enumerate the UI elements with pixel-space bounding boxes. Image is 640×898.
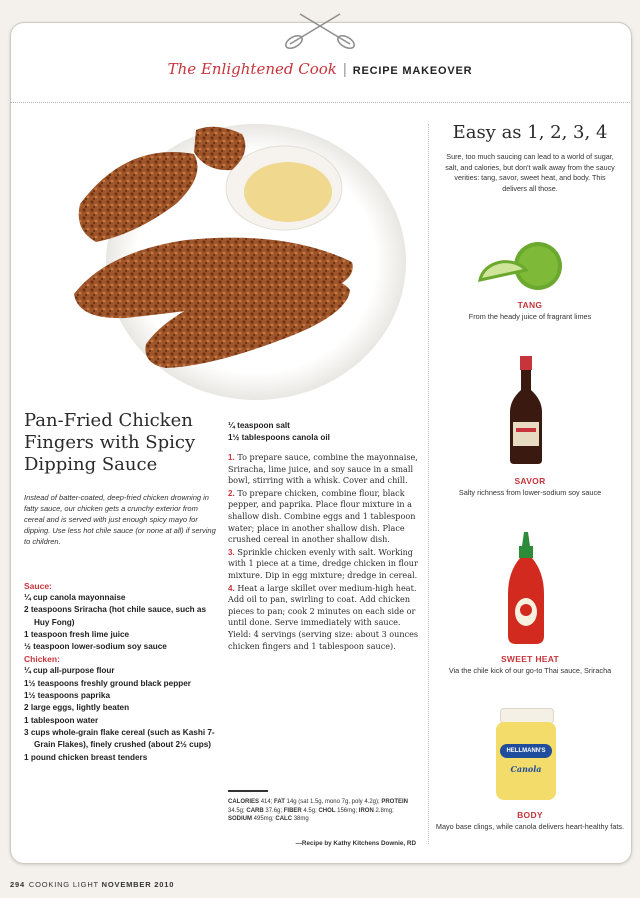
sidebar-intro: Sure, too much saucing can lead to a world of sugar, salt, and calories, but don't walk away from the saucy verities: tang, savor, sweet heat, and body. This delivers all those. bbox=[445, 152, 615, 193]
page-number: 294 bbox=[10, 880, 25, 889]
nutri-value: 38mg bbox=[293, 816, 309, 823]
header-separator: | bbox=[342, 61, 347, 78]
section-label: RECIPE MAKEOVER bbox=[352, 65, 473, 77]
step-number: 4. bbox=[228, 583, 235, 593]
ingredient: 2 teaspoons Sriracha (hot chile sauce, such as Huy Fong) bbox=[24, 605, 207, 627]
nutrition-rule bbox=[228, 790, 268, 792]
nutri-label: PROTEIN bbox=[381, 799, 409, 805]
jar-variant: Canola bbox=[510, 764, 542, 774]
nutri-label: CALC bbox=[275, 816, 293, 823]
item-desc: Via the chile kick of our go-to Thai sauce, Sriracha bbox=[448, 666, 612, 675]
header-divider bbox=[10, 102, 630, 103]
column-brand: The Enlightened Cook bbox=[167, 60, 337, 78]
page-header bbox=[0, 60, 640, 79]
recipe-steps bbox=[228, 452, 420, 653]
step bbox=[228, 583, 420, 653]
nutri-value: 495mg; bbox=[253, 816, 274, 823]
nutrition-facts bbox=[228, 798, 418, 824]
nutri-label: FAT bbox=[274, 799, 285, 805]
nutri-value: 34.5g; bbox=[228, 807, 245, 814]
item-label: TANG bbox=[517, 300, 543, 310]
step-text: Sprinkle chicken evenly with salt. Working with 1 piece at a time, dredge chicken in flour mixture. Dip in egg mixture; dredge in cereal. bbox=[228, 546, 418, 580]
step-text: To prepare sauce, combine the mayonnaise, Sriracha, lime juice, and soy sauce in a small bowl, stirring with a whisk. Cover and chill. bbox=[228, 452, 418, 486]
ingredient: ½ teaspoon lower-sodium soy sauce bbox=[24, 642, 167, 652]
nutri-value: 414; bbox=[260, 799, 273, 805]
chicken-fingers-photo bbox=[66, 112, 406, 402]
sriracha-bottle-icon bbox=[504, 532, 548, 644]
item-label: SAVOR bbox=[514, 476, 546, 486]
step-text: Heat a large skillet over medium-high heat. Add oil to pan, swirling to coat. Add chicken pieces to pan; cook 2 minutes on each side or until done. Serve immediately with sauce. Yield: 4 servings (serving size: about 3 ounces chicken fingers and 1 tablespoon sauce). bbox=[228, 582, 419, 651]
sidebar-item-tang bbox=[432, 300, 628, 323]
nutri-label: CALORIES bbox=[228, 799, 260, 805]
item-label: SWEET HEAT bbox=[500, 654, 560, 664]
step bbox=[228, 547, 420, 582]
jar-brand: HELLMANN'S bbox=[500, 744, 552, 758]
item-desc: Mayo base clings, while canola delivers heart-healthy fats. bbox=[435, 822, 625, 831]
whisk-icon bbox=[280, 6, 360, 50]
nutri-label: IRON bbox=[358, 807, 374, 814]
lime-icon bbox=[478, 240, 568, 294]
sauce-heading: Sauce: bbox=[24, 581, 52, 591]
issue-date: NOVEMBER 2010 bbox=[101, 880, 175, 889]
ingredient: 2 large eggs, lightly beaten bbox=[24, 703, 130, 713]
nutri-label: CARB bbox=[246, 807, 264, 814]
soy-sauce-bottle-icon bbox=[508, 356, 544, 464]
sidebar-item-savor bbox=[432, 476, 628, 499]
magazine-name: COOKING LIGHT bbox=[28, 880, 99, 889]
recipe-credit: —Recipe by Kathy Kitchens Downie, RD bbox=[295, 840, 416, 847]
step-text: To prepare chicken, combine flour, black pepper, and paprika. Place flour mixture in a shallow dish. Combine eggs and 1 tablespoon water; place in another shallow dish. Place crushed cereal in another shallow dish. bbox=[228, 487, 416, 545]
ingredient: ¼ teaspoon salt bbox=[228, 421, 290, 430]
ingredient: 3 cups whole-grain flake cereal (such as Kashi 7-Grain Flakes), finely crushed (about 2½ cups) bbox=[24, 727, 215, 750]
ingredient: 1½ teaspoons freshly ground black pepper bbox=[24, 678, 191, 688]
step bbox=[228, 488, 420, 546]
ingredients-list bbox=[24, 580, 222, 764]
step-number: 2. bbox=[228, 488, 235, 498]
nutri-label: CHOL bbox=[318, 807, 336, 814]
mayo-jar-icon bbox=[494, 708, 558, 800]
ingredient: ¼ cup canola mayonnaise bbox=[24, 593, 126, 602]
ingredient: 1½ teaspoons paprika bbox=[24, 691, 111, 701]
ingredient: 1 tablespoon water bbox=[24, 715, 99, 725]
page-footer bbox=[10, 880, 174, 889]
nutri-value: 14g (sat 1.5g, mono 7g, poly 4.2g); bbox=[286, 799, 380, 805]
item-label: BODY bbox=[517, 810, 543, 820]
nutri-value: 37.6g; bbox=[265, 807, 283, 814]
sidebar-item-sweet-heat bbox=[432, 654, 628, 677]
ingredient: 1 pound chicken breast tenders bbox=[24, 752, 148, 762]
nutri-value: 156mg; bbox=[337, 807, 358, 814]
nutri-label: FIBER bbox=[283, 807, 302, 814]
recipe-intro: Instead of batter-coated, deep-fried chicken drowning in fatty sauce, our chicken gets a crunchy exterior from cereal and is served with just enough spicy mayo for dipping. Use less hot chile sauce (or none at all) if serving to children. bbox=[24, 493, 216, 546]
step bbox=[228, 452, 420, 487]
ingredient: ¼ cup all-purpose flour bbox=[24, 666, 115, 676]
nutri-label: SODIUM bbox=[228, 816, 252, 823]
sidebar-item-body bbox=[432, 810, 628, 833]
ingredient: 1 teaspoon fresh lime juice bbox=[24, 629, 130, 639]
item-desc: Salty richness from lower-sodium soy sauce bbox=[458, 488, 602, 497]
chicken-heading: Chicken: bbox=[24, 654, 60, 665]
ingredient: 1½ tablespoons canola oil bbox=[228, 433, 330, 443]
nutri-value: 2.8mg; bbox=[375, 807, 394, 814]
item-desc: From the heady juice of fragrant limes bbox=[468, 312, 592, 321]
sidebar-title: Easy as 1, 2, 3, 4 bbox=[452, 122, 608, 143]
ingredients-continued bbox=[228, 420, 418, 445]
column-divider bbox=[428, 124, 429, 844]
step-number: 3. bbox=[228, 547, 235, 557]
nutri-value: 4.5g; bbox=[303, 807, 317, 814]
recipe-title: Pan-Fried Chicken Fingers with Spicy Dipping Sauce bbox=[24, 410, 196, 475]
step-number: 1. bbox=[228, 453, 235, 462]
